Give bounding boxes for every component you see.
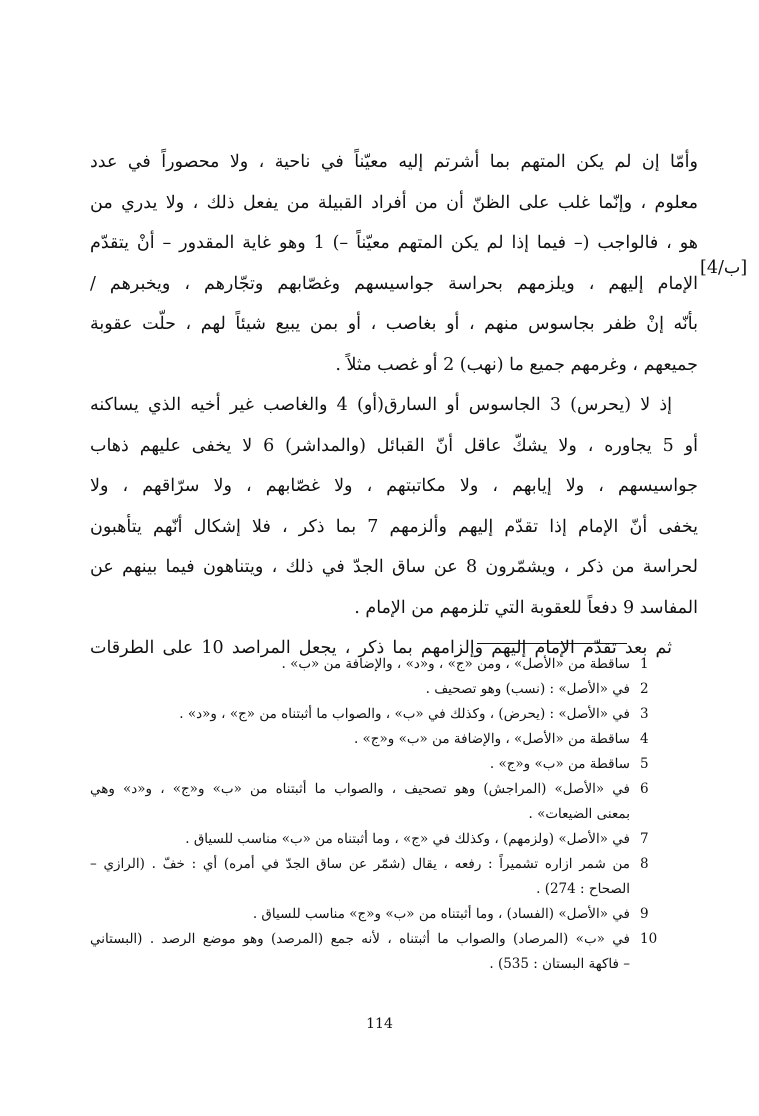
text-line: لحراسة من ذكر ، ويشمّرون 8 عن ساق الجدّ في ذلك ، ويتناهون فيما بينهم عن — [90, 557, 698, 577]
footnote — [90, 677, 649, 702]
footnote-text: – فاكهة البستان : 535) . — [489, 956, 630, 972]
footnote — [90, 702, 649, 727]
text-line: جواسيسهم ، ولا إيابهم ، ولا مكاتبتهم ، ولا غصّابهم ، ولا سرّاقهم ، ولا — [90, 476, 698, 496]
footnote — [90, 852, 649, 902]
footnotes — [90, 652, 658, 977]
footnote-text: بمعنى الضيعات» . — [528, 806, 630, 822]
text-line: ثم بعد تقدّم الإمام إليهم وإلزامهم بما ذكر ، يجعل المراصد 10 على الطرقات — [90, 638, 672, 658]
footnote-number: 8 — [640, 856, 649, 872]
footnote-text: الصحاح : 274) . — [536, 881, 630, 897]
text-line: يخفى أنّ الإمام إذا تقدّم إليهم وألزمهم 7 بما ذكر ، فلا إشكال أنّهم يتأهبون — [90, 516, 698, 537]
footnote-text: في «ب» (المرصاد) والصواب ما أثبتناه ، لأنه جمع (المرصد) وهو موضع الرصد . (البستاني — [90, 931, 630, 947]
text-line: المفاسد 9 دفعاً للعقوبة التي تلزمهم من الإمام . — [354, 597, 698, 618]
text-line: هو ، فالواجب (– فيما إذا لم يكن المتهم معيّناً –) 1 وهو غاية المقدور – أنْ يتقدّم — [90, 233, 698, 253]
footnote — [90, 927, 658, 977]
footnote — [90, 652, 649, 677]
text-line: وأمّا إن لم يكن المتهم بما أشرتم إليه معيّناً في ناحية ، ولا محصوراً في عدد — [90, 152, 698, 172]
footnote-number: 3 — [640, 706, 649, 722]
footnote-number: 4 — [640, 731, 649, 747]
footnote-number: 6 — [640, 781, 649, 797]
folio-marker: [4/ب] — [700, 258, 748, 278]
footnote-text: في «الأصل» : (يحرض) ، وكذلك في «ب» ، والصواب ما أثبتناه من «ج» ، و«د» . — [179, 706, 630, 722]
footnote-number: 5 — [640, 756, 649, 772]
footnote — [90, 777, 649, 827]
footnote-text: في «الأصل» (ولزمهم) ، وكذلك في «ج» ، وما أثبتناه من «ب» مناسب للسياق . — [185, 831, 630, 847]
text-line: بأنّه إنْ ظفر بجاسوس منهم ، أو بغاصب ، أو بمن يبيع شيئاً لهم ، حلّت عقوبة — [90, 314, 698, 334]
footnote-number: 2 — [640, 681, 649, 697]
main-text — [90, 142, 698, 669]
footnote-number: 10 — [640, 931, 658, 947]
page-number: 114 — [366, 1016, 393, 1032]
footnote — [90, 902, 649, 927]
footnote — [90, 827, 649, 852]
footnote — [90, 727, 649, 752]
text-line: الإمام إليهم ، ويلزمهم بحراسة جواسيسهم وغصّابهم وتجّارهم ، ويخبرهم / — [90, 273, 698, 294]
footnote-text: من شمر ازاره تشميراً : رفعه ، يقال (شمّر عن ساق الجدّ في أمره) أي : خفّ . (الرازي – — [90, 856, 630, 872]
footnote-number: 1 — [640, 656, 649, 672]
footnote-text: ساقطة من «ب» و«ج» . — [489, 756, 630, 772]
footnote-text: ساقطة من «الأصل» ، ومن «ج» ، و«د» ، والإضافة من «ب» . — [281, 656, 630, 672]
text-line: إذ لا (يحرس) 3 الجاسوس أو السارق(أو) 4 والغاصب غير أخيه الذي يساكنه — [90, 395, 673, 415]
text-line: معلوم ، وإنّما غلب على الظنّ أن من أفراد القبيلة من يفعل ذلك ، ولا يدري من — [90, 192, 698, 213]
text-line: جميعهم ، وغرمهم جميع ما (نهب) 2 أو غصب مثلاً . — [335, 354, 698, 375]
footnote-text: في «الأصل» (المراجش) وهو تصحيف ، والصواب ما أثبتناه من «ب» و«ج» ، و«د» وهي — [90, 781, 630, 797]
footnote-number: 7 — [640, 831, 649, 847]
footnote-text: في «الأصل» : (نسب) وهو تصحيف . — [425, 681, 630, 697]
footnote — [90, 752, 649, 777]
footnote-text: في «الأصل» (الفساد) ، وما أثبتناه من «ب» و«ج» مناسب للسياق . — [252, 906, 630, 922]
text-line: أو 5 يجاوره ، ولا يشكّ عاقل أنّ القبائل (والمداشر) 6 لا يخفى عليهم ذهاب — [90, 435, 698, 456]
footnote-number: 9 — [640, 906, 649, 922]
footnote-text: ساقطة من «الأصل» ، والإضافة من «ب» و«ج» . — [353, 731, 630, 747]
footnote-separator — [477, 643, 627, 644]
